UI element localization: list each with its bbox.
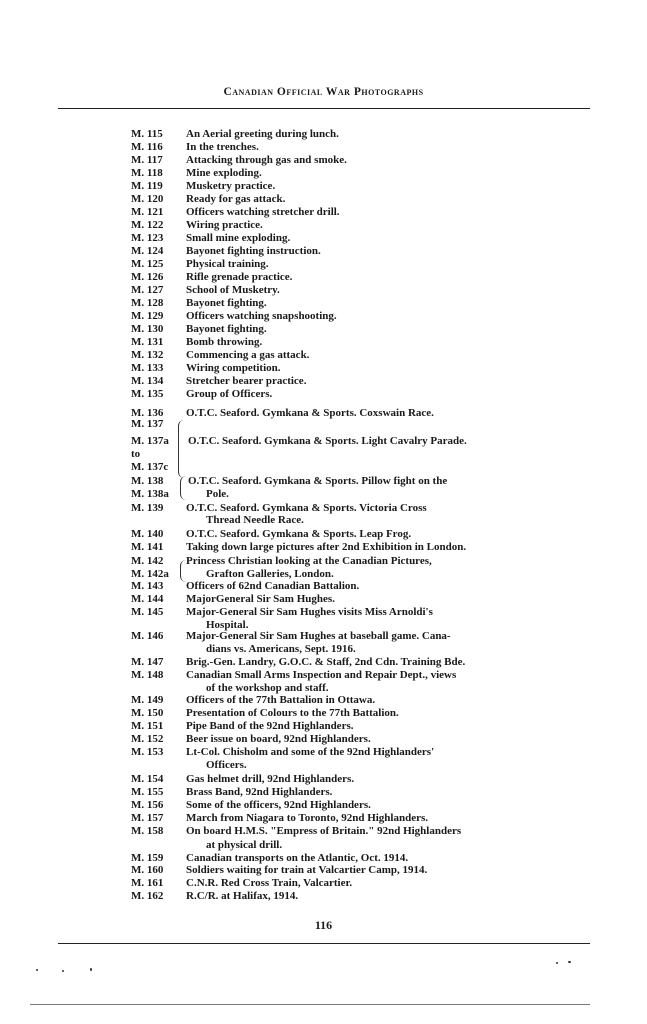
photograph-caption: O.T.C. Seaford. Gymkana & Sports. Light Cavalry Parade. (188, 435, 467, 447)
photograph-caption: Taking down large pictures after 2nd Exhibition in London. (186, 541, 467, 553)
grouping-brace (178, 420, 185, 478)
catalogue-number: M. 144 (131, 593, 164, 605)
catalogue-number: M. 123 (131, 232, 164, 244)
grouping-brace (180, 476, 187, 500)
page-edge-line (30, 1004, 590, 1005)
catalogue-number: M. 162 (131, 890, 164, 902)
photograph-caption: MajorGeneral Sir Sam Hughes. (186, 593, 335, 605)
catalogue-number: to (131, 448, 141, 460)
photograph-caption: In the trenches. (186, 141, 259, 153)
photograph-caption: R.C/R. at Halifax, 1914. (186, 890, 299, 902)
catalogue-number: M. 136 (131, 407, 164, 419)
catalogue-number: M. 160 (131, 864, 164, 876)
photograph-caption: Brig.-Gen. Landry, G.O.C. & Staff, 2nd Cdn. Training Bde. (186, 656, 466, 668)
catalogue-number: M. 116 (131, 141, 163, 153)
print-speck (90, 968, 92, 971)
photograph-caption: Grafton Galleries, London. (206, 568, 334, 580)
photograph-caption: Bomb throwing. (186, 336, 263, 348)
catalogue-number: M. 141 (131, 541, 164, 553)
photograph-caption: Brass Band, 92nd Highlanders. (186, 786, 333, 798)
photograph-caption: Bayonet fighting. (186, 297, 267, 309)
catalogue-number: M. 117 (131, 154, 163, 166)
photograph-caption: O.T.C. Seaford. Gymkana & Sports. Pillow fight on the (188, 475, 448, 487)
catalogue-number: M. 153 (131, 746, 164, 758)
photograph-caption: On board H.M.S. "Empress of Britain." 92nd Highlanders (186, 825, 462, 837)
photograph-caption: of the workshop and staff. (206, 682, 329, 694)
photograph-caption: Beer issue on board, 92nd Highlanders. (186, 733, 371, 745)
photograph-caption: Commencing a gas attack. (186, 349, 310, 361)
catalogue-number: M. 149 (131, 694, 164, 706)
photograph-caption: Major-General Sir Sam Hughes visits Miss Arnoldi's (186, 606, 433, 618)
print-speck (36, 969, 38, 971)
print-speck (556, 962, 558, 964)
photograph-caption: Pole. (206, 488, 229, 500)
catalogue-number: M. 145 (131, 606, 164, 618)
photograph-caption: Rifle grenade practice. (186, 271, 293, 283)
photograph-caption: Major-General Sir Sam Hughes at baseball game. Cana- (186, 630, 451, 642)
catalogue-number: M. 118 (131, 167, 163, 179)
catalogue-number: M. 134 (131, 375, 164, 387)
catalogue-number: M. 152 (131, 733, 164, 745)
page-header-title: Canadian Official War Photographs (223, 86, 424, 98)
catalogue-number: M. 155 (131, 786, 164, 798)
catalogue-number: M. 159 (131, 852, 164, 864)
catalogue-number: M. 161 (131, 877, 164, 889)
catalogue-number: M. 129 (131, 310, 164, 322)
photograph-caption: Soldiers waiting for train at Valcartier Camp, 1914. (186, 864, 428, 876)
catalogue-number: M. 125 (131, 258, 164, 270)
catalogue-number: M. 137 (131, 418, 164, 430)
header-rule (58, 108, 590, 109)
footer-rule (58, 943, 590, 944)
photograph-caption: March from Niagara to Toronto, 92nd Highlanders. (186, 812, 429, 824)
photograph-caption: Wiring competition. (186, 362, 281, 374)
catalogue-number: M. 157 (131, 812, 164, 824)
catalogue-number: M. 142a (131, 568, 169, 580)
catalogue-number: M. 151 (131, 720, 164, 732)
catalogue-number: M. 138a (131, 488, 169, 500)
photograph-caption: Bayonet fighting instruction. (186, 245, 321, 257)
photograph-caption: Musketry practice. (186, 180, 276, 192)
catalogue-number: M. 120 (131, 193, 164, 205)
photograph-caption: Thread Needle Race. (206, 514, 304, 526)
catalogue-number: M. 127 (131, 284, 164, 296)
photograph-caption: Officers watching snapshooting. (186, 310, 337, 322)
photograph-caption: C.N.R. Red Cross Train, Valcartier. (186, 877, 353, 889)
photograph-caption: Princess Christian looking at the Canadian Pictures, (186, 555, 432, 567)
photograph-caption: O.T.C. Seaford. Gymkana & Sports. Leap Frog. (186, 528, 412, 540)
catalogue-number: M. 138 (131, 475, 164, 487)
catalogue-number: M. 126 (131, 271, 164, 283)
catalogue-number: M. 154 (131, 773, 164, 785)
catalogue-number: M. 119 (131, 180, 163, 192)
catalogue-number: M. 142 (131, 555, 164, 567)
catalogue-number: M. 148 (131, 669, 164, 681)
photograph-caption: dians vs. Americans, Sept. 1916. (206, 643, 356, 655)
catalogue-number: M. 137c (131, 461, 169, 473)
catalogue-number: M. 139 (131, 502, 164, 514)
print-speck (568, 961, 571, 963)
catalogue-number: M. 122 (131, 219, 164, 231)
photograph-caption: Hospital. (206, 619, 249, 631)
photograph-caption: O.T.C. Seaford. Gymkana & Sports. Victoria Cross (186, 502, 427, 514)
photograph-caption: Group of Officers. (186, 388, 273, 400)
catalogue-number: M. 156 (131, 799, 164, 811)
photograph-caption: Mine exploding. (186, 167, 262, 179)
photograph-caption: Physical training. (186, 258, 269, 270)
page-number: 116 (314, 918, 333, 932)
photograph-caption: at physical drill. (206, 839, 283, 851)
catalogue-number: M. 140 (131, 528, 164, 540)
catalogue-number: M. 128 (131, 297, 164, 309)
catalogue-number: M. 124 (131, 245, 164, 257)
photograph-caption: Pipe Band of the 92nd Highlanders. (186, 720, 354, 732)
catalogue-number: M. 147 (131, 656, 164, 668)
photograph-caption: Gas helmet drill, 92nd Highlanders. (186, 773, 355, 785)
photograph-caption: Attacking through gas and smoke. (186, 154, 347, 166)
catalogue-number: M. 132 (131, 349, 164, 361)
catalogue-number: M. 121 (131, 206, 164, 218)
catalogue-number: M. 115 (131, 128, 163, 140)
catalogue-number: M. 146 (131, 630, 164, 642)
catalogue-number: M. 150 (131, 707, 164, 719)
photograph-caption: An Aerial greeting during lunch. (186, 128, 339, 140)
photograph-caption: Wiring practice. (186, 219, 263, 231)
catalogue-number: M. 131 (131, 336, 164, 348)
catalogue-number: M. 158 (131, 825, 164, 837)
catalogue-number: M. 137a (131, 435, 169, 447)
catalogue-number: M. 135 (131, 388, 164, 400)
photograph-caption: Bayonet fighting. (186, 323, 267, 335)
photograph-caption: School of Musketry. (186, 284, 280, 296)
photograph-caption: Canadian transports on the Atlantic, Oct. 1914. (186, 852, 409, 864)
photograph-caption: Ready for gas attack. (186, 193, 286, 205)
photograph-caption: Some of the officers, 92nd Highlanders. (186, 799, 371, 811)
grouping-brace (180, 560, 187, 582)
catalogue-number: M. 130 (131, 323, 164, 335)
photograph-caption: Canadian Small Arms Inspection and Repair Dept., views (186, 669, 457, 681)
photograph-caption: Officers. (206, 759, 247, 771)
catalogue-number: M. 133 (131, 362, 164, 374)
photograph-caption: Officers of the 77th Battalion in Ottawa. (186, 694, 376, 706)
photograph-caption: Officers watching stretcher drill. (186, 206, 340, 218)
photograph-caption: Lt-Col. Chisholm and some of the 92nd Highlanders' (186, 746, 435, 758)
print-speck (62, 970, 64, 972)
catalogue-number: M. 143 (131, 580, 164, 592)
photograph-caption: Officers of 62nd Canadian Battalion. (186, 580, 360, 592)
photograph-caption: Small mine exploding. (186, 232, 291, 244)
photograph-caption: Stretcher bearer practice. (186, 375, 307, 387)
photograph-caption: O.T.C. Seaford. Gymkana & Sports. Coxswain Race. (186, 407, 434, 419)
photograph-caption: Presentation of Colours to the 77th Battalion. (186, 707, 399, 719)
